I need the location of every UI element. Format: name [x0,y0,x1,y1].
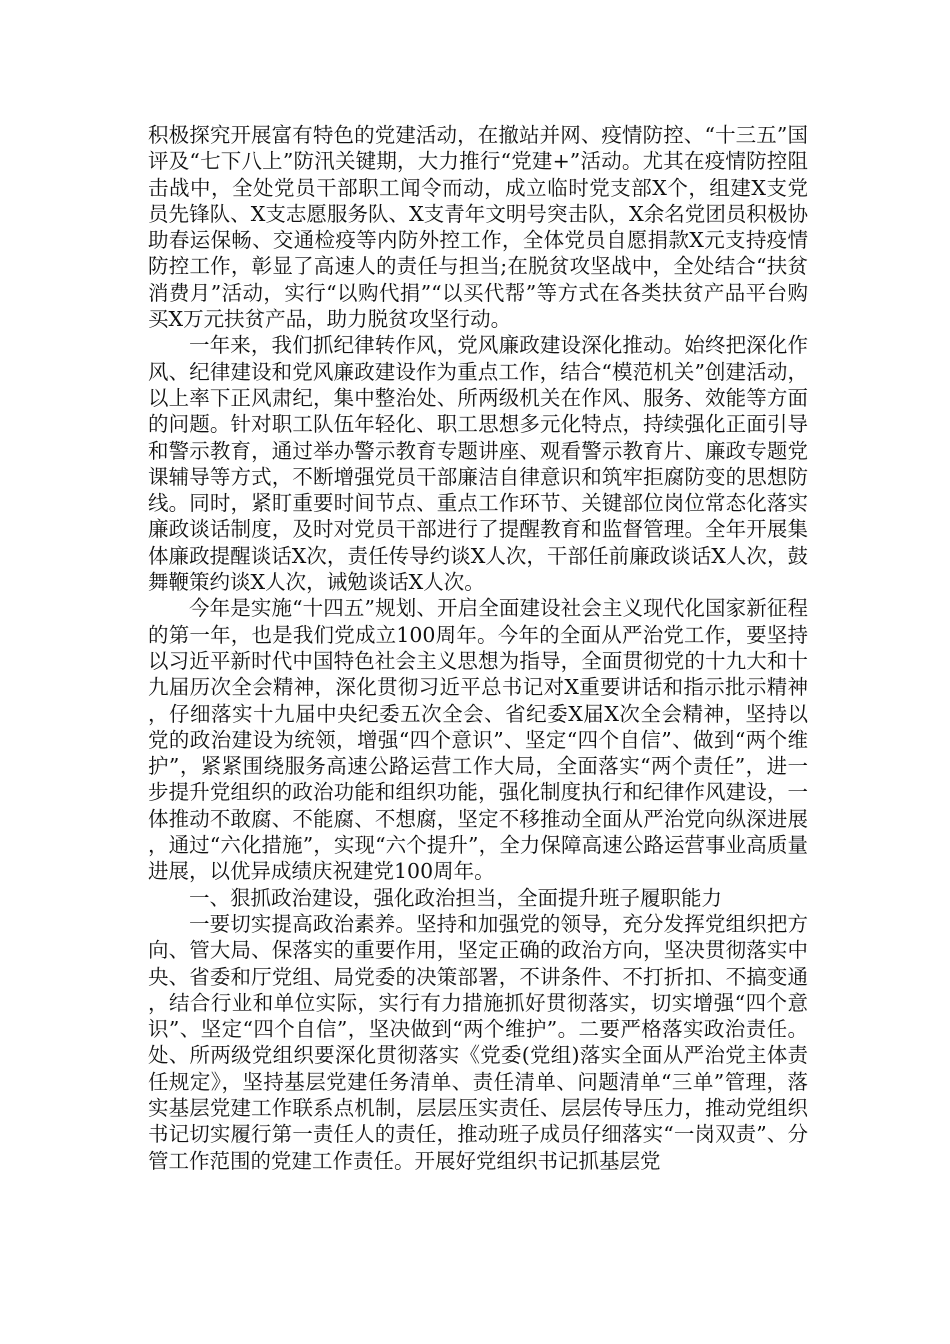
paragraph-party-building-activities: 积极探究开展富有特色的党建活动，在撤站并网、疫情防控、“十三五”国评及“七下八上”防汛关键期，大力推行“党建+”活动。尤其在疫情防控阻击战中，全处党员干部职工闻令而动，成立临时党支部X个，组建X支党员先锋队、X支志愿服务队、X支青年文明号突击队，X余名党团员积极协助春运保畅、交通检疫等内防外控工作，全体党员自愿捐款X元支持疫情防控工作，彰显了高速人的责任与担当;在脱贫攻坚战中，全处结合“扶贫消费月”活动，实行“以购代捐”“以买代帮”等方式在各类扶贫产品平台购买X万元扶贫产品，助力脱贫攻坚行动。 [148,123,808,332]
section-heading-political-building: 一、狠抓政治建设，强化政治担当，全面提升班子履职能力 [189,885,722,910]
paragraph-political-literacy: 一要切实提高政治素养。坚持和加强党的领导，充分发挥党组织把方向、管大局、保落实的重要作用，坚定正确的政治方向，坚决贯彻落实中央、省委和厅党组、局党委的决策部署，不讲条件、不打折扣、不搞变通，结合行业和单位实际，实行有力措施抓好贯彻落实，切实增强“四个意识”、坚定“四个自信”，坚决做到“两个维护”。二要严格落实政治责任。处、所两级党组织要深化贯彻落实《党委(党组)落实全面从严治党主体责任规定》，坚持基层党建任务清单、责任清单、问题清单“三单”管理，落实基层党建工作联系点机制，层层压实责任、层层传导压力，推动党组织书记切实履行第一责任人的责任，推动班子成员仔细落实“一岗双责”、分管工作范围的党建工作责任。开展好党组织书记抓基层党 [148,911,808,1173]
paragraph-this-year-overview: 今年是实施“十四五”规划、开启全面建设社会主义现代化国家新征程的第一年，也是我们党成立100周年。今年的全面从严治党工作，要坚持以习近平新时代中国特色社会主义思想为指导，全面贯彻党的十九大和十九届历次全会精神，深化贯彻习近平总书记对X重要讲话和指示批示精神，仔细落实十九届中央纪委五次全会、省纪委X届X次全会精神，坚持以党的政治建设为统领，增强“四个意识”、坚定“四个自信”、做到“两个维护”，紧紧围绕服务高速公路运营工作大局，全面落实“两个责任”，进一步提升党组织的政治功能和组织功能，强化制度执行和纪律作风建设，一体推动不敢腐、不能腐、不想腐，坚定不移推动全面从严治党向纵深进展，通过“六化措施”，实现“六个提升”，全力保障高速公路运营事业高质量进展，以优异成绩庆祝建党100周年。 [148,596,808,884]
document-body [148,122,808,1174]
paragraph-discipline-work-style: 一年来，我们抓纪律转作风，党风廉政建设深化推动。始终把深化作风、纪律建设和党风廉政建设作为重点工作，结合“模范机关”创建活动，以上率下正风肃纪，集中整治处、所两级机关在作风、服务、效能等方面的问题。针对职工队伍年轻化、职工思想多元化特点，持续强化正面引导和警示教育，通过举办警示教育专题讲座、观看警示教育片、廉政专题党课辅导等方式，不断增强党员干部廉洁自律意识和筑牢拒腐防变的思想防线。同时，紧盯重要时间节点、重点工作环节、关键部位岗位常态化落实廉政谈话制度，及时对党员干部进行了提醒教育和监督管理。全年开展集体廉政提醒谈话X次，责任传导约谈X人次，干部任前廉政谈话X人次，鼓舞鞭策约谈X人次，诫勉谈话X人次。 [148,333,808,595]
